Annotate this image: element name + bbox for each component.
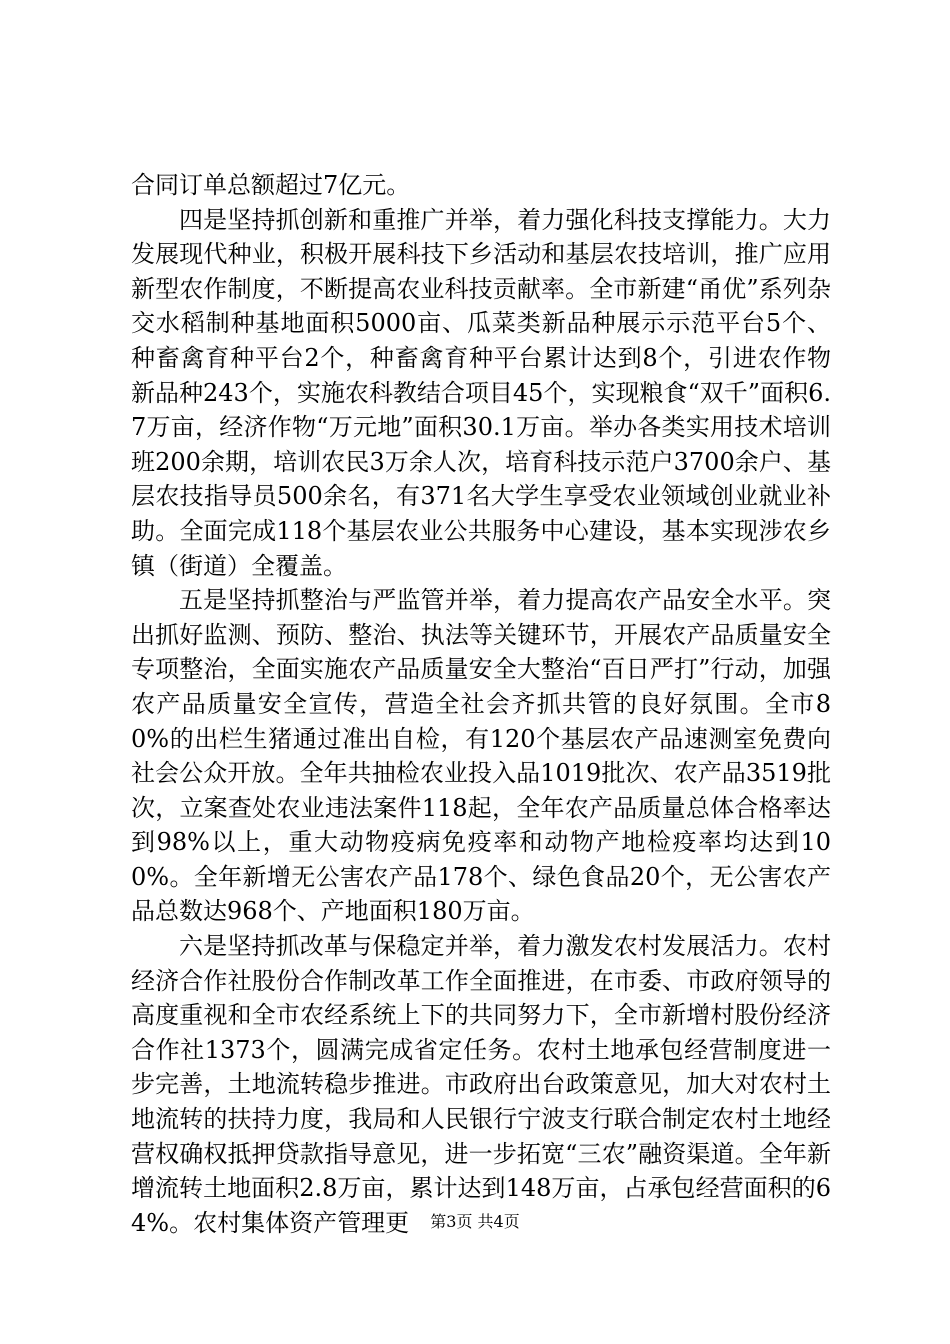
paragraph-reform: 六是坚持抓改革与保稳定并举，着力激发农村发展活力。农村经济合作社股份合作制改革工作全面推进，在市委、市政府领导的高度重视和全市农经系统上下的共同努力下，全市新增村股份经济合作社1373个，圆满完成省定任务。农村土地承包经营制度进一步完善，土地流转稳步推进。市政府出台政策意见，加大对农村土地流转的扶持力度，我局和人民银行宁波支行联合制定农村土地经营权确权抵押贷款指导意见，进一步拓宽“三农”融资渠道。全年新增流转土地面积2.8万亩，累计达到148万亩，占承包经营面积的64%。农村集体资产管理更: [131, 932, 831, 1237]
paragraph-food-safety: 五是坚持抓整治与严监管并举，着力提高农产品安全水平。突出抓好监测、预防、整治、执法等关键环节，开展农产品质量安全专项整治，全面实施农产品质量安全大整治“百日严打”行动，加强农产品质量安全宣传，营造全社会齐抓共管的良好氛围。全市80%的出栏生猪通过准出自检，有120个基层农产品速测室免费向社会公众开放。全年共抽检农业投入品1019批次、农产品3519批次，立案查处农业违法案件118起，全年农产品质量总体合格率达到98%以上，重大动物疫病免疫率和动物产地检疫率均达到100%。全年新增无公害农产品178个、绿色食品20个，无公害农产品总数达968个、产地面积180万亩。: [131, 586, 831, 926]
document-body: [131, 168, 831, 1240]
page-footer: 第3页 共4页: [430, 1212, 520, 1231]
paragraph-continuation: 合同订单总额超过7亿元。: [131, 171, 411, 199]
paragraph-tech-support: 四是坚持抓创新和重推广并举，着力强化科技支撑能力。大力发展现代种业，积极开展科技下乡活动和基层农技培训，推广应用新型农作制度，不断提高农业科技贡献率。全市新建“甬优”系列杂交水稻制种基地面积5000亩、瓜菜类新品种展示示范平台5个、种畜禽育种平台2个，种畜禽育种平台累计达到8个，引进农作物新品种243个，实施农科教结合项目45个，实现粮食“双千”面积6.7万亩，经济作物“万元地”面积30.1万亩。举办各类实用技术培训班200余期，培训农民3万余人次，培育科技示范户3700余户、基层农技指导员500余名，有371名大学生享受农业领域创业就业补助。全面完成118个基层农业公共服务中心建设，基本实现涉农乡镇（街道）全覆盖。: [131, 205, 831, 580]
